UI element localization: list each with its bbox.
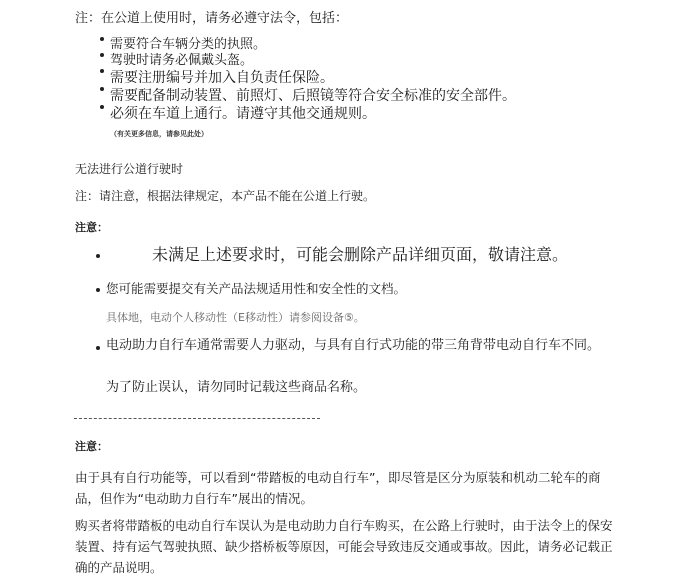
- bullet-dot: [96, 346, 100, 350]
- assist-bicycle-notice: 电动助力自行车通常需要人力驱动，与具有自行式功能的带三角背带电动自行车不同。: [106, 338, 601, 353]
- no-public-road-heading: 无法进行公道行驶时: [75, 162, 184, 176]
- bullet-dot: [96, 288, 100, 292]
- list-item: 必须在车道上通行。请遵守其他交通规则。: [100, 105, 516, 123]
- attention-label-2: 注意：: [75, 440, 108, 453]
- more-info-footnote[interactable]: （有关更多信息，请参见此处）: [110, 130, 208, 138]
- list-item: 需要符合车辆分类的执照。: [100, 37, 516, 53]
- list-item: 驾驶时请务必佩戴头盔。: [100, 53, 516, 69]
- pedal-bicycle-paragraph: 由于具有自行功能等，可以看到“带踏板的电动自行车”，即尽管是区分为原装和机动二轮车的商品，但作为“电动助力自行车”展出的情况。: [75, 470, 601, 506]
- buyer-misrecognition-paragraph: 购买者将带踏板的电动自行车误认为是电动助力自行车购买，在公路上行驶时，由于法令上的保安装置、持有运气驾驶执照、缺少搭桥板等原因，可能会导致违反交通或事故。因此，请务必记载正确的产品说明。: [75, 518, 613, 575]
- misrecognition-notice: 为了防止误认，请勿同时记载这些商品名称。: [106, 380, 367, 395]
- documents-notice: 您可能需要提交有关产品法规适用性和安全性的文档。: [106, 281, 407, 296]
- list-item: 需要配备制动装置、前照灯、后照镜等符合安全标准的安全部件。: [100, 87, 516, 105]
- bullet-dot: [96, 254, 100, 258]
- public-road-note: 注：在公道上使用时，请务必遵守法令，包括：: [75, 11, 349, 26]
- no-public-road-note: 注：请注意，根据法律规定，本产品不能在公道上行驶。: [75, 189, 376, 203]
- list-item: 需要注册编号并加入自负责任保险。: [100, 69, 516, 87]
- requirements-list: [100, 37, 516, 123]
- device-reference[interactable]: 具体地，电动个人移动性（E移动性）请参阅设备⑤。: [106, 311, 365, 324]
- deletion-warning: 未满足上述要求时，可能会删除产品详细页面，敬请注意。: [152, 245, 569, 264]
- divider: [74, 418, 320, 419]
- attention-label: 注意：: [75, 221, 108, 234]
